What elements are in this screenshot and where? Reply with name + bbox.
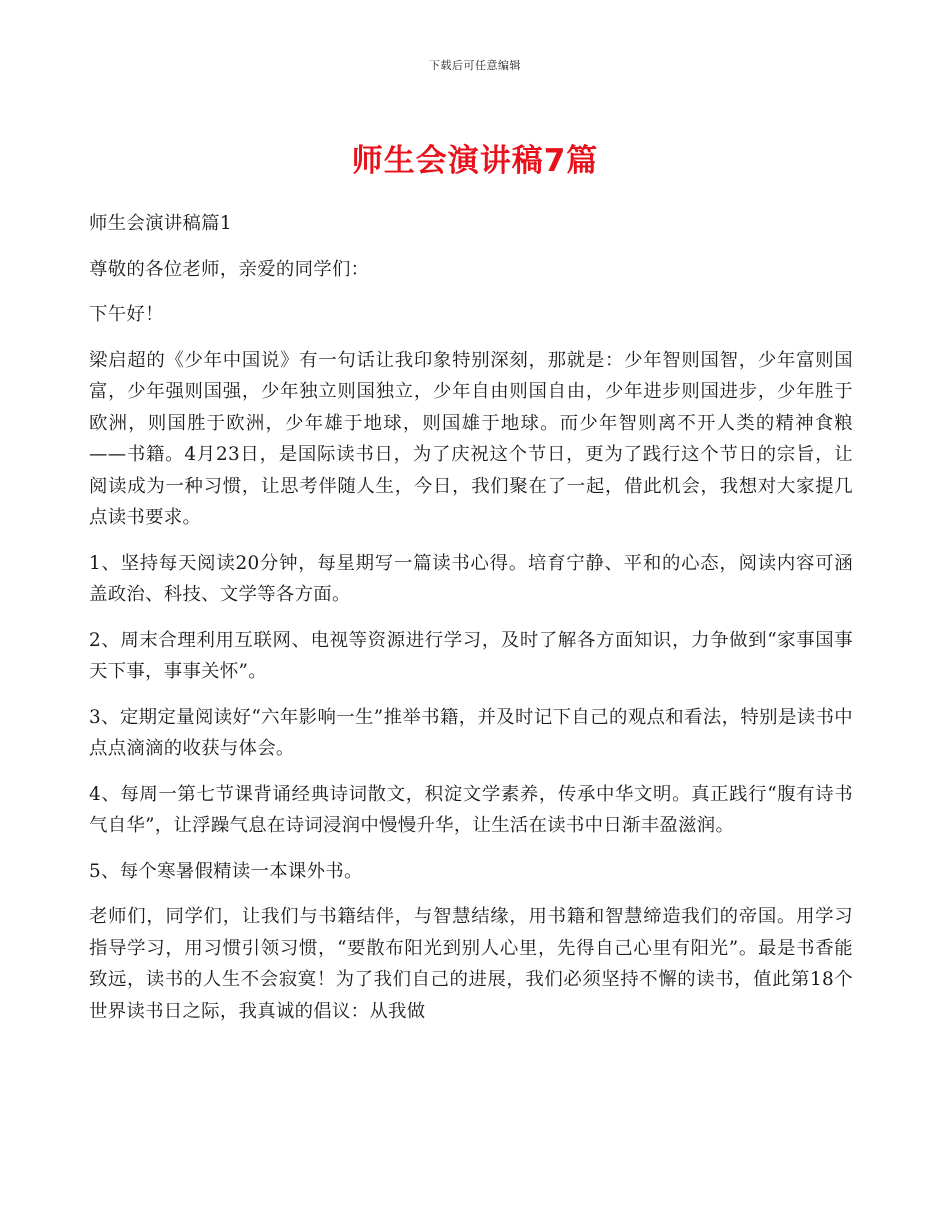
header-note: 下载后可任意编辑 (429, 59, 521, 72)
document-title: 师生会演讲稿7篇 (351, 143, 599, 179)
salutation: 尊敬的各位老师，亲爱的同学们： (89, 258, 370, 280)
list-item-4: 4、每周一第七节课背诵经典诗词散文，积淀文学素养，传承中华文明。真正践行“腹有诗书气自华”，让浮躁气息在诗词浸润中慢慢升华，让生活在读书中日渐丰盈滋润。 (89, 783, 853, 836)
list-item-2: 2、周末合理利用互联网、电视等资源进行学习，及时了解各方面知识，力争做到“家事国事天下事，事事关怀”。 (89, 629, 853, 682)
list-item-3: 3、定期定量阅读好“六年影响一生”推举书籍，并及时记下自己的观点和看法，特别是读书中点点滴滴的收获与体会。 (89, 706, 853, 759)
paragraph-closing: 老师们，同学们，让我们与书籍结伴，与智慧结缘，用书籍和智慧缔造我们的帝国。用学习指导学习，用习惯引领习惯，“要散布阳光到别人心里，先得自己心里有阳光”。最是书香能致远，读书的人生不会寂寞！为了我们自己的进展，我们必须坚持不懈的读书，值此第18个世界读书日之际，我真诚的倡议：从我做 (89, 906, 853, 1022)
greeting: 下午好！ (89, 304, 164, 325)
list-item-1: 1、坚持每天阅读20分钟，每星期写一篇读书心得。培育宁静、平和的心态，阅读内容可涵盖政治、科技、文学等各方面。 (89, 552, 853, 605)
section-heading: 师生会演讲稿篇1 (89, 213, 232, 234)
paragraph-intro: 梁启超的《少年中国说》有一句话让我印象特别深刻，那就是：少年智则国智，少年富则国富，少年强则国强，少年独立则国独立，少年自由则国自由，少年进步则国进步，少年胜于欧洲，则国胜于欧洲，少年雄于地球，则国雄于地球。而少年智则离不开人类的精神食粮——书籍。4月23日，是国际读书日，为了庆祝这个节日，更为了践行这个节日的宗旨，让阅读成为一种习惯，让思考伴随人生，今日，我们聚在了一起，借此机会，我想对大家提几点读书要求。 (89, 349, 853, 528)
list-item-5: 5、每个寒暑假精读一本课外书。 (89, 860, 363, 882)
document-body (89, 208, 853, 1041)
